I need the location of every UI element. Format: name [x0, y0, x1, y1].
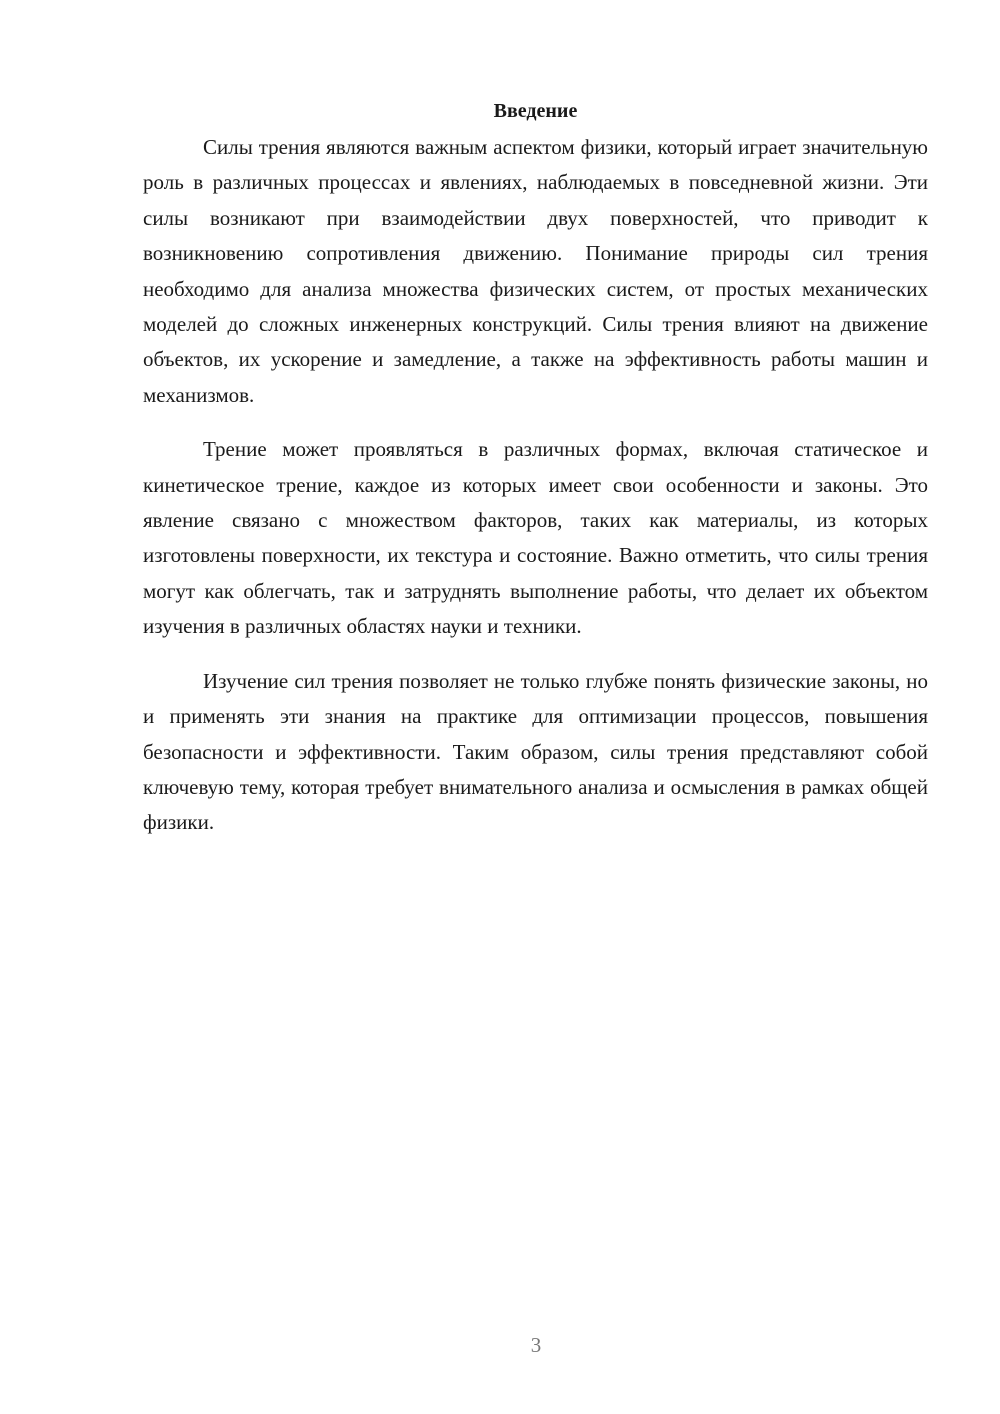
section-heading: Введение — [493, 100, 578, 122]
document-body — [143, 96, 928, 841]
paragraph-2: Трение может проявляться в различных формах, включая статическое и кинетическое трение, каждое из которых имеет свои особенности и законы. Это явление связано с множеством факторов, таких как материалы, из которых изготовлены поверхности, их текстура и состояние. Важно отметить, что силы трения могут как облегчать, так и затруднять выполнение работы, что делает их объектом изучения в различных областях науки и техники. — [143, 437, 928, 639]
paragraph-1: Силы трения являются важным аспектом физики, который играет значительную роль в различных процессах и явлениях, наблюдаемых в повседневной жизни. Эти силы возникают при взаимодействии двух поверхностей, что приводит к возникновению сопротивления движению. Понимание природы сил трения необходимо для анализа множества физических систем, от простых механических моделей до сложных инженерных конструкций. Силы трения влияют на движение объектов, их ускорение и замедление, а также на эффективность работы машин и механизмов. — [143, 135, 928, 407]
page-number: 3 — [530, 1333, 542, 1357]
paragraph-3: Изучение сил трения позволяет не только глубже понять физические законы, но и применять эти знания на практике для оптимизации процессов, повышения безопасности и эффективности. Таким образом, силы трения представляют собой ключевую тему, которая требует внимательного анализа и осмысления в рамках общей физики. — [143, 668, 928, 835]
